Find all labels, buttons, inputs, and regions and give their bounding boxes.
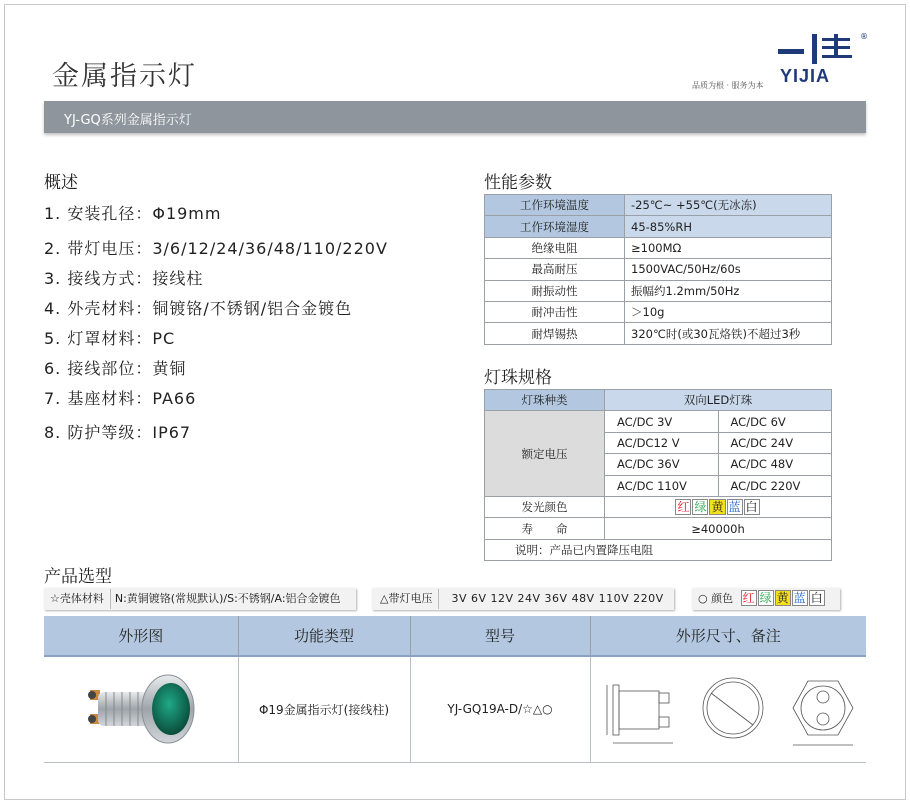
led-type-key: 灯珠种类 [485,390,605,411]
product-photo [44,656,238,762]
color-tag: ○ 颜色 [698,592,734,605]
color-chip-blue: 蓝 [793,591,806,605]
dimension-drawing-cell [590,656,866,762]
table-row [485,390,832,411]
indicator-lamp-image [76,662,206,754]
color-chip-blue: 蓝 [728,500,741,515]
shell-material-bar [44,588,356,610]
overview-item: 4. 外壳材料：铜镀铬/不锈钢/铝合金镀色 [44,299,353,318]
color-chip-yellow: 黄 [776,591,789,605]
table-row [485,539,832,560]
slogan: 品质为根 · 服务为本 [692,81,764,90]
voltage-tag: △带灯电压 [380,589,439,609]
color-chip-green: 绿 [759,591,772,605]
table-row [485,301,832,322]
overview-item: 8. 防护等级：IP67 [44,423,192,442]
dimension-drawing [593,663,863,753]
col-header-shape: 外形图 [44,616,238,656]
param-key: 耐振动性 [485,280,625,301]
param-value: ≥100MΩ [625,237,832,258]
banner-title: YJ-GQ系列金属指示灯 [64,113,192,128]
table-row [485,323,832,344]
rated-voltage-key: 额定电压 [485,411,605,497]
color-chip-white: 白 [810,591,823,605]
table-row [485,237,832,258]
voltage-cell: AC/DC 48V [718,454,832,475]
col-header-function: 功能类型 [238,616,410,656]
param-key: 耐焊锡热 [485,323,625,344]
param-key: 最高耐压 [485,259,625,280]
led-note: 说明：产品已内置降压电阻 [485,539,832,560]
color-chip-red: 红 [677,500,690,515]
color-chip-red: 红 [742,591,755,605]
voltage-bar [372,588,674,610]
table-row [485,216,832,237]
logo-mark-icon [776,32,856,66]
page-title: 金属指示灯 [52,61,197,92]
table-row [485,518,832,539]
voltage-cell: AC/DC12 V [605,432,719,453]
overview-item: 2. 带灯电压：3/6/12/24/36/48/110/220V [44,239,388,258]
function-type-cell: Φ19金属指示灯(接线柱) [238,656,410,762]
shell-material-options: N:黄铜镀铬(常规默认)/S:不锈钢/A:铝合金镀色 [114,592,341,605]
color-key: 发光颜色 [485,496,605,517]
param-value: 320℃时(或30瓦烙铁)不超过3秒 [625,323,832,344]
series-banner [44,101,866,133]
color-chip-green: 绿 [694,500,707,515]
overview-item: 7. 基座材料：PA66 [44,389,197,408]
param-value: -25℃~ +55℃(无冰冻) [625,195,832,216]
selection-title: 产品选型 [44,567,112,587]
param-key: 工作环境湿度 [485,216,625,237]
shell-material-tag: ☆壳体材料 [50,589,111,609]
led-spec-table [484,389,832,561]
table-row [485,195,832,216]
registered-mark: ® [860,32,868,41]
table-row [44,656,866,762]
voltage-cell: AC/DC 36V [605,454,719,475]
performance-table [484,194,832,345]
param-value: 振幅约1.2mm/50Hz [625,280,832,301]
table-header-row [44,616,866,656]
color-bar [692,588,840,610]
table-row [485,496,832,517]
yijia-logo [776,32,868,92]
led-type-value: 双向LED灯珠 [605,390,832,411]
logo-wordmark: YIJIA [780,66,831,86]
param-key: 耐冲击性 [485,301,625,322]
life-value: ≥40000h [605,518,832,539]
product-table [44,616,866,763]
table-row [485,280,832,301]
overview-item: 5. 灯罩材料：PC [44,329,176,348]
param-key: 工作环境温度 [485,195,625,216]
voltage-cell: AC/DC 110V [605,475,719,496]
overview-title: 概述 [44,173,78,193]
param-key: 绝缘电阻 [485,237,625,258]
param-value: ＞10g [625,301,832,322]
col-header-dimensions: 外形尺寸、备注 [590,616,866,656]
voltage-cell: AC/DC 3V [605,411,719,432]
color-chips [605,496,832,517]
voltage-cell: AC/DC 24V [718,432,832,453]
table-row [485,411,832,432]
overview-item: 1. 安装孔径：Φ19mm [44,204,222,223]
voltage-cell: AC/DC 220V [718,475,832,496]
table-row [485,259,832,280]
param-value: 45-85%RH [625,216,832,237]
led-title: 灯珠规格 [484,368,552,388]
color-chip-white: 白 [745,500,758,515]
voltage-options: 3V 6V 12V 24V 36V 48V 110V 220V [451,592,664,605]
col-header-model: 型号 [410,616,590,656]
overview-item: 6. 接线部位：黄铜 [44,359,187,378]
voltage-cell: AC/DC 6V [718,411,832,432]
performance-title: 性能参数 [484,173,552,193]
life-key: 寿 命 [485,518,605,539]
color-chip-yellow: 黄 [711,500,724,515]
model-cell: YJ-GQ19A-D/☆△○ [410,656,590,762]
param-value: 1500VAC/50Hz/60s [625,259,832,280]
overview-item: 3. 接线方式：接线柱 [44,269,204,288]
